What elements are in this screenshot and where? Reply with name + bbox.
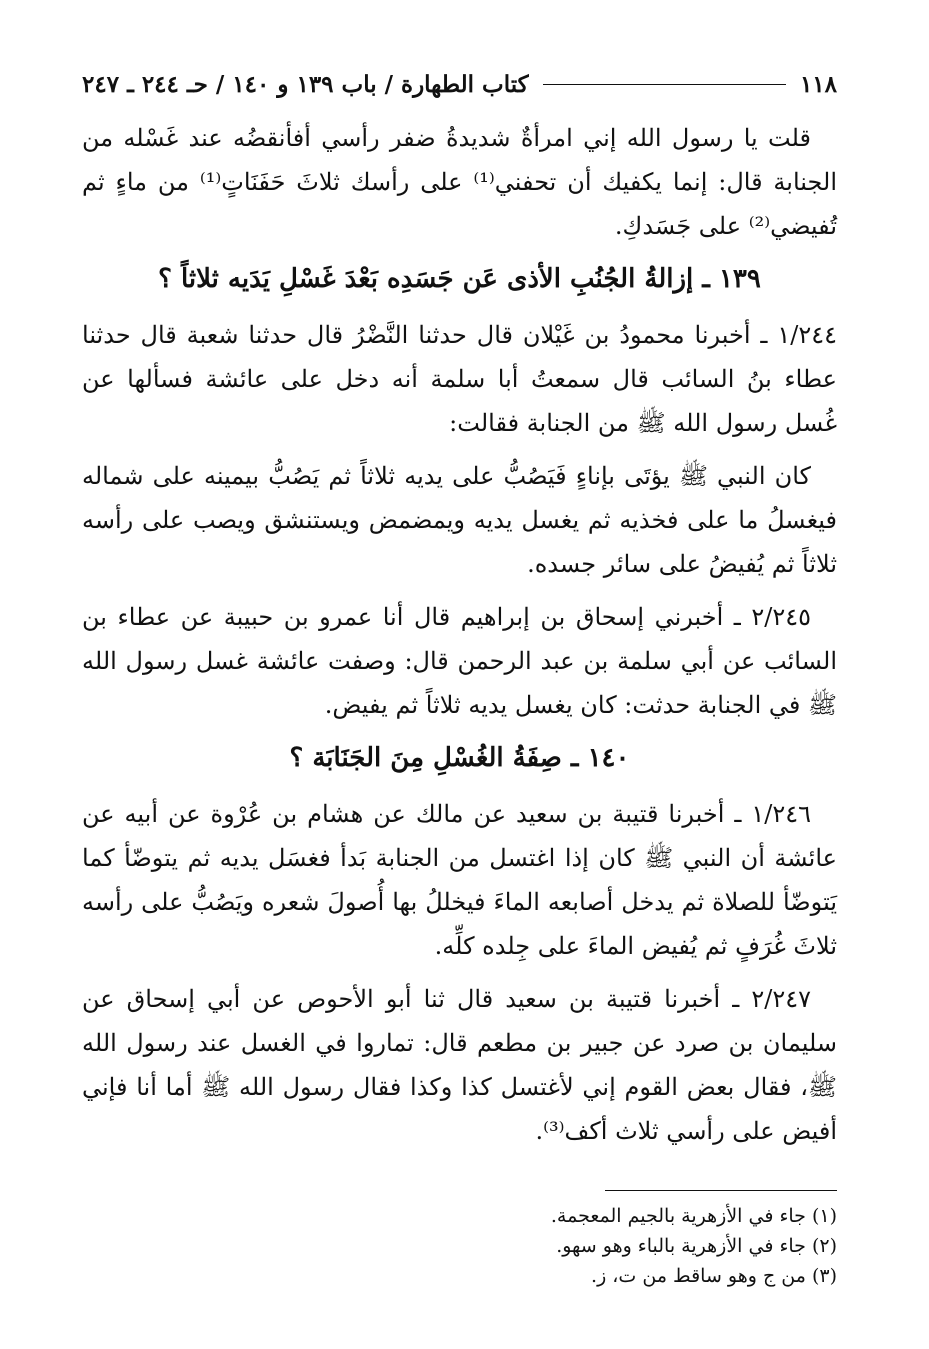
page-header — [82, 62, 837, 106]
page-body — [82, 116, 837, 1162]
section-heading — [82, 736, 837, 780]
paragraph — [82, 116, 837, 248]
paragraph — [82, 792, 837, 968]
paragraph — [82, 454, 837, 586]
footnotes — [82, 1190, 837, 1291]
paragraph — [82, 977, 837, 1153]
running-title: كتاب الطهارة / باب ١٣٩ و ١٤٠ / حـ ٢٤٤ ـ ٢٤٧ — [82, 70, 529, 98]
paragraph-text: ٢/٢٤٧ ـ أخبرنا قتيبة بن سعيد قال ثنا أبو الأحوص عن أبي إسحاق عن سليمان بن صرد عن جبير بن مطعم قال: تماروا في الغسل عند رسول الله ﷺ، فقال بعض القوم إني لأغتسل كذا وكذا فقال رسول الله ﷺ أما أنا فإني أفيض على رأسي ثلاث أكف⁽³⁾. — [82, 985, 838, 1145]
paragraph-text: قلت يا رسول الله إني امرأةٌ شديدةُ ضفر رأسي أفأنقضُه عند غَسْله من الجنابة قال: إنما يكفيك أن تحفني⁽¹⁾ على رأسك ثلاثَ حَفَنَاتٍ⁽¹⁾ من ماءٍ ثم تُفيضي⁽²⁾ على جَسَدكِ. — [82, 124, 838, 240]
footnote-1: (١) جاء في الأزهرية بالجيم المعجمة. — [550, 1205, 837, 1227]
page-number: ١١٨ — [799, 70, 837, 98]
footnote-rule — [605, 1190, 837, 1191]
paragraph-text: كان النبي ﷺ يؤتَى بإناءٍ فَيَصُبُّ على يديه ثلاثاً ثم يَصُبُّ بيمينه على شماله فيغسلُ ما على فخذيه ثم يغسل يديه ويمضمض ويستنشق ويصب على رأسه ثلاثاً ثم يُفيضُ على سائر جسده. — [82, 462, 837, 578]
footnote-3: (٣) من ج وهو ساقط من ت، ز. — [591, 1265, 837, 1287]
paragraph-text: ١/٢٤٦ ـ أخبرنا قتيبة بن سعيد عن مالك عن هشام بن عُرْوة عن أبيه عن عائشة أن النبي ﷺ كان إذا اغتسل من الجنابة بَدأ فغسَل يديه ثم يتوضّأ كما يَتوضّأ للصلاة ثم يدخل أصابعه الماءَ فيخللُ بها أُصولَ شعره ويَصُبُّ على رأسه ثلاثَ غُرَفٍ ثم يُفيض الماءَ على جِلده كلِّه. — [82, 800, 837, 960]
paragraph-text: ١/٢٤٤ ـ أخبرنا محمودُ بن غَيْلان قال حدثنا النَّضْرُ قال حدثنا شعبة قال حدثنا عطاء بنُ السائب قال سمعتُ أبا سلمة أنه دخل على عائشة فسألها عن غُسل رسول الله ﷺ من الجنابة فقالت: — [82, 321, 837, 437]
heading-text: ١٤٠ ـ صِفَةُ الغُسْلِ مِنَ الجَنَابَة ؟ — [289, 743, 630, 773]
paragraph-text: ٢/٢٤٥ ـ أخبرني إسحاق بن إبراهيم قال أنا عمرو بن حبيبة عن عطاء بن السائب عن أبي سلمة بن عبد الرحمن قال: وصفت عائشة غسل رسول الله ﷺ في الجنابة حدثت: كان يغسل يديه ثلاثاً ثم يفيض. — [82, 603, 837, 719]
paragraph — [82, 313, 837, 445]
paragraph — [82, 595, 837, 727]
header-rule — [543, 84, 786, 85]
footnote-2: (٢) جاء في الأزهرية بالباء وهو سهو. — [556, 1235, 837, 1257]
section-heading — [82, 257, 837, 301]
heading-text: ١٣٩ ـ إزالةُ الجُنُبِ الأذى عَن جَسَدِه بَعْدَ غَسْلِ يَدَيه ثلاثاً ؟ — [158, 264, 761, 294]
